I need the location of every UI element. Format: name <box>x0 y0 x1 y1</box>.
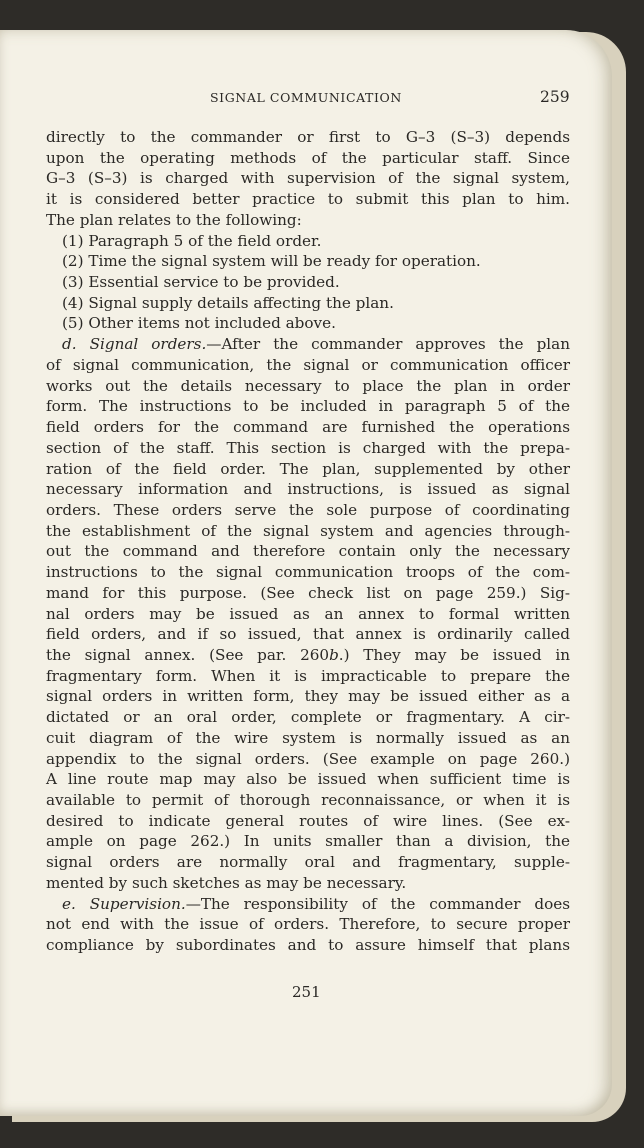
text-line: it is considered better practice to submit this plan to him. <box>46 190 570 209</box>
text-line: not end with the issue of orders. Therefore, to secure proper <box>46 915 570 934</box>
text-line: field orders for the command are furnished the operations <box>46 418 570 437</box>
text-line-rest: —After the commander approves the plan <box>206 335 570 354</box>
text-line: section of the staff. This section is charged with the prepa- <box>46 438 570 457</box>
text-line: upon the operating methods of the particular staff. Since <box>46 148 570 167</box>
text-line: G–3 (S–3) is charged with supervision of the signal system, <box>46 169 570 188</box>
text-line: the establishment of the signal system and agencies through- <box>46 521 570 540</box>
text-line: form. The instructions to be included in paragraph 5 of the <box>46 397 570 416</box>
text-line: signal orders in written form, they may be issued either as a <box>46 687 570 706</box>
list-item: (2) Time the signal system will be ready for operation. <box>62 252 481 271</box>
text-line: directly to the commander or first to G–3 (S–3) depends <box>46 128 570 146</box>
heading-signal-orders: d. Signal orders. <box>62 335 207 354</box>
text-line: ample on page 262.) In units smaller than a division, the <box>46 832 570 851</box>
text-line-rest: —The responsibility of the commander does <box>185 894 570 913</box>
par-ref-letter: b <box>329 645 339 664</box>
text-line-end: .) They may be issued in <box>338 645 570 664</box>
text-line: orders. These orders serve the sole purpose of coordinating <box>46 500 570 519</box>
text-line: available to permit of thorough reconnaissance, or when it is <box>46 791 570 809</box>
text-line: mand for this purpose. (See check list on page 259.) Sig- <box>46 583 570 602</box>
text-line: desired to indicate general routes of wire lines. (See ex- <box>46 811 570 830</box>
book-page <box>0 30 612 1116</box>
list-item: (5) Other items not included above. <box>62 314 336 333</box>
list-item: (4) Signal supply details affecting the plan. <box>62 293 394 312</box>
text-line: out the command and therefore contain only the necessary <box>46 542 570 561</box>
list-item: (3) Essential service to be provided. <box>62 273 340 292</box>
text-line: field orders, and if so issued, that annex is ordinarily called <box>46 625 570 644</box>
paragraph-d-first-line <box>46 334 570 355</box>
text-line: The plan relates to the following: <box>46 210 302 229</box>
text-line: works out the details necessary to place the plan in order <box>46 376 570 395</box>
footer-page-number: 251 <box>292 983 321 1001</box>
text-line: fragmentary form. When it is impracticable to prepare the <box>46 666 570 685</box>
running-head-page-number: 259 <box>540 88 570 106</box>
page-body-text <box>46 127 570 956</box>
text-line: necessary information and instructions, is issued as signal <box>46 480 570 499</box>
paragraph-e-first-line <box>46 894 570 915</box>
text-line: dictated or an oral order, complete or fragmentary. A cir- <box>46 708 570 727</box>
text-line: instructions to the signal communication troops of the com- <box>46 563 570 582</box>
heading-supervision: e. Supervision. <box>62 894 186 913</box>
text-line: compliance by subordinates and to assure himself that plans <box>46 936 570 955</box>
text-line: nal orders may be issued as an annex to formal written <box>46 604 570 623</box>
paragraph-ref-line <box>46 645 570 666</box>
text-line: ration of the field order. The plan, supplemented by other <box>46 459 570 478</box>
text-line: cuit diagram of the wire system is normally issued as an <box>46 728 570 747</box>
text-line: appendix to the signal orders. (See example on page 260.) <box>46 749 570 768</box>
text-line-start: the signal annex. (See par. 260 <box>46 645 330 664</box>
text-line: mented by such sketches as may be necessary. <box>46 873 407 892</box>
list-item: (1) Paragraph 5 of the field order. <box>62 231 322 250</box>
running-head-title: SIGNAL COMMUNICATION <box>210 90 402 105</box>
text-line: A line route map may also be issued when sufficient time is <box>46 770 570 789</box>
text-line: signal orders are normally oral and fragmentary, supple- <box>46 853 570 872</box>
text-line: of signal communication, the signal or communication officer <box>46 355 570 374</box>
